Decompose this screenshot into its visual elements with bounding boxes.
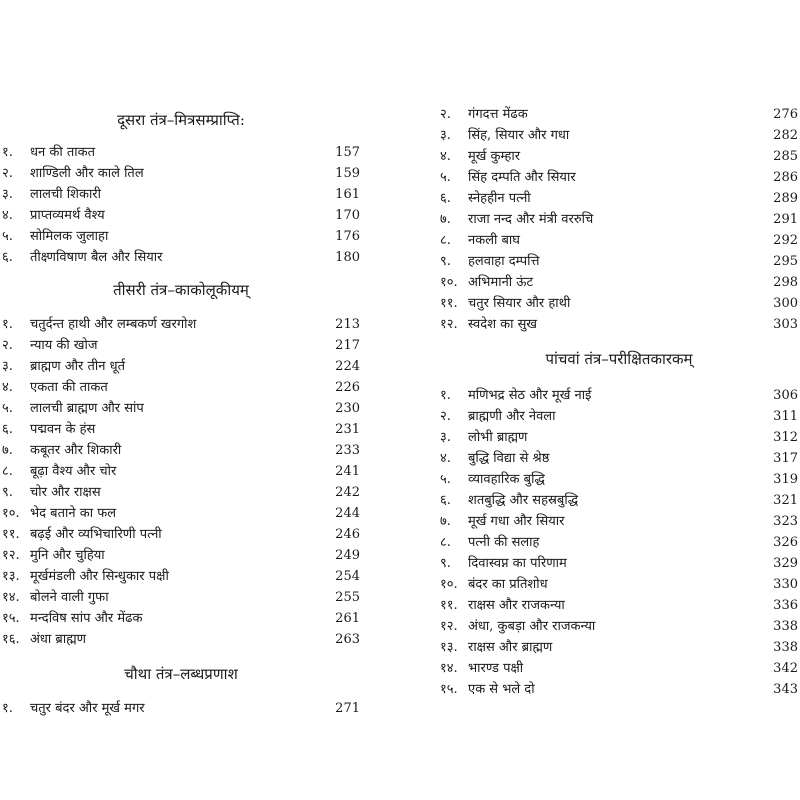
entry-number: १०. — [440, 275, 458, 290]
left-toc — [0, 110, 362, 719]
entry-title: चतुर्दन्त हाथी और लम्बकर्ण खरगोश — [30, 317, 197, 332]
toc-entry — [0, 142, 362, 163]
toc-entry — [438, 293, 800, 314]
entry-title: अभिमानी ऊंट — [468, 275, 534, 290]
entry-title: न्याय की खोज — [30, 338, 98, 353]
entry-number: ४. — [2, 380, 13, 395]
entry-title: स्नेहहीन पत्नी — [468, 191, 531, 206]
entry-page-number: 170 — [335, 208, 360, 223]
entry-title: भेद बताने का फल — [30, 506, 117, 521]
entry-title: हलवाहा दम्पत्ति — [468, 254, 540, 269]
entry-page-number: 230 — [335, 401, 360, 416]
entry-title: चतुर सियार और हाथी — [468, 296, 571, 311]
entry-page-number: 263 — [335, 632, 360, 647]
entry-page-number: 336 — [773, 598, 798, 613]
entry-title: लालची शिकारी — [30, 187, 101, 202]
entry-page-number: 338 — [773, 640, 798, 655]
entry-page-number: 231 — [335, 422, 360, 437]
entry-page-number: 312 — [773, 430, 798, 445]
toc-entry — [0, 629, 362, 650]
toc-entry — [438, 167, 800, 188]
entry-title: चतुर बंदर और मूर्ख मगर — [30, 701, 145, 716]
entry-title: शाण्डिली और काले तिल — [30, 166, 144, 181]
entry-number: ३. — [2, 187, 13, 202]
entry-number: १. — [2, 317, 13, 332]
entry-page-number: 157 — [335, 145, 360, 160]
entry-page-number: 289 — [773, 191, 798, 206]
toc-entry — [438, 146, 800, 167]
entry-title: स्वदेश का सुख — [468, 317, 538, 332]
entry-page-number: 224 — [335, 359, 360, 374]
entry-title: बुद्धि विद्या से श्रेष्ठ — [468, 451, 550, 466]
toc-entry — [0, 247, 362, 268]
entry-title: बूढ़ा वैश्य और चोर — [30, 464, 117, 479]
entry-page-number: 233 — [335, 443, 360, 458]
toc-entry — [438, 272, 800, 293]
entry-title: बोलने वाली गुफा — [30, 590, 109, 605]
entry-title: गंगदत्त मेंढक — [468, 107, 528, 122]
entry-title: व्यावहारिक बुद्धि — [468, 472, 545, 487]
entry-number: ३. — [2, 359, 13, 374]
toc-entry — [0, 163, 362, 184]
entry-title: मूर्ख गधा और सियार — [468, 514, 565, 529]
entry-page-number: 338 — [773, 619, 798, 634]
entry-page-number: 303 — [773, 317, 798, 332]
entry-title: दिवास्वप्न का परिणाम — [468, 556, 567, 571]
entry-title: बढ़ई और व्यभिचारिणी पत्नी — [30, 527, 162, 542]
toc-entry — [0, 545, 362, 566]
toc-entry — [438, 406, 800, 427]
entry-page-number: 298 — [773, 275, 798, 290]
entry-number: ३. — [440, 128, 451, 143]
entry-page-number: 329 — [773, 556, 798, 571]
toc-entry — [0, 503, 362, 524]
toc-entry — [438, 230, 800, 251]
entry-page-number: 271 — [335, 701, 360, 716]
entry-number: १४. — [440, 661, 458, 676]
entry-number: १. — [2, 701, 13, 716]
entry-title: कबूतर और शिकारी — [30, 443, 122, 458]
entry-title: बंदर का प्रतिशोध — [468, 577, 548, 592]
entry-title: एकता की ताकत — [30, 380, 108, 395]
entry-page-number: 242 — [335, 485, 360, 500]
entry-title: पत्नी की सलाह — [468, 535, 540, 550]
toc-entry — [438, 448, 800, 469]
right-column — [438, 0, 800, 700]
entry-page-number: 311 — [773, 409, 798, 424]
toc-entry — [0, 226, 362, 247]
entry-page-number: 292 — [773, 233, 798, 248]
entry-page-number: 176 — [335, 229, 360, 244]
entry-number: १५. — [2, 611, 20, 626]
entry-number: २. — [440, 409, 451, 424]
entry-page-number: 244 — [335, 506, 360, 521]
toc-entry — [438, 595, 800, 616]
section-heading: दूसरा तंत्र–मित्रसम्प्राप्ति: — [117, 111, 245, 129]
entry-number: १२. — [2, 548, 20, 563]
toc-entry — [0, 482, 362, 503]
toc-entry — [438, 616, 800, 637]
entry-number: २. — [440, 107, 451, 122]
entry-number: ५. — [440, 170, 451, 185]
toc-entry — [438, 251, 800, 272]
entry-number: ४. — [440, 149, 451, 164]
right-toc — [438, 0, 800, 700]
entry-number: २. — [2, 166, 13, 181]
entry-number: ५. — [440, 472, 451, 487]
entry-number: २. — [2, 338, 13, 353]
toc-entry — [0, 314, 362, 335]
entry-page-number: 285 — [773, 149, 798, 164]
entry-number: ५. — [2, 229, 13, 244]
toc-entry — [0, 440, 362, 461]
entry-number: ९. — [440, 254, 451, 269]
entry-page-number: 317 — [773, 451, 798, 466]
entry-page-number: 213 — [335, 317, 360, 332]
entry-number: ४. — [440, 451, 451, 466]
entry-number: ८. — [2, 464, 13, 479]
entry-page-number: 261 — [335, 611, 360, 626]
entry-title: लोभी ब्राह्मण — [468, 430, 528, 445]
entry-page-number: 249 — [335, 548, 360, 563]
entry-title: अंधा ब्राह्मण — [30, 632, 87, 647]
toc-entry — [0, 335, 362, 356]
entry-number: १. — [440, 388, 451, 403]
entry-page-number: 342 — [773, 661, 798, 676]
entry-title: राक्षस और राजकन्या — [468, 598, 565, 613]
entry-title: भारण्ड पक्षी — [468, 661, 524, 676]
entry-page-number: 161 — [335, 187, 360, 202]
toc-entry — [0, 524, 362, 545]
entry-page-number: 321 — [773, 493, 798, 508]
entry-title: मन्दविष सांप और मेंढक — [30, 611, 143, 626]
entry-page-number: 323 — [773, 514, 798, 529]
entry-number: १०. — [440, 577, 458, 592]
entry-number: १२. — [440, 317, 458, 332]
entry-page-number: 241 — [335, 464, 360, 479]
entry-page-number: 319 — [773, 472, 798, 487]
entry-number: ११. — [440, 598, 458, 613]
entry-number: १३. — [440, 640, 458, 655]
entry-title: मूर्खमंडली और सिन्धुकार पक्षी — [30, 569, 169, 584]
entry-title: ब्राह्मण और तीन धूर्त — [30, 359, 126, 374]
entry-page-number: 286 — [773, 170, 798, 185]
entry-title: सिंह दम्पति और सियार — [468, 170, 576, 185]
toc-entry — [0, 419, 362, 440]
entry-page-number: 159 — [335, 166, 360, 181]
toc-entry — [438, 679, 800, 700]
toc-entry — [438, 104, 800, 125]
toc-entry — [438, 490, 800, 511]
toc-entry — [438, 427, 800, 448]
entry-title: चोर और राक्षस — [30, 485, 101, 500]
section-heading: चौथा तंत्र–लब्धप्रणाश — [124, 665, 238, 683]
toc-entry — [0, 461, 362, 482]
entry-page-number: 255 — [335, 590, 360, 605]
toc-entry — [438, 469, 800, 490]
entry-number: ४. — [2, 208, 13, 223]
entry-number: ७. — [440, 212, 451, 227]
entry-title: ब्राह्मणी और नेवला — [468, 409, 556, 424]
entry-page-number: 180 — [335, 250, 360, 265]
entry-page-number: 326 — [773, 535, 798, 550]
toc-entry — [438, 511, 800, 532]
entry-number: १४. — [2, 590, 20, 605]
entry-number: ६. — [2, 422, 13, 437]
entry-page-number: 276 — [773, 107, 798, 122]
entry-title: शतबुद्धि और सहस्रबुद्धि — [468, 493, 579, 508]
entry-title: सोमिलक जुलाहा — [30, 229, 109, 244]
entry-number: १५. — [440, 682, 458, 697]
entry-number: १. — [2, 145, 13, 160]
toc-entry — [0, 698, 362, 719]
toc-entry — [0, 608, 362, 629]
toc-entry — [0, 377, 362, 398]
entry-number: ३. — [440, 430, 451, 445]
toc-entry — [438, 209, 800, 230]
entry-title: प्राप्तव्यमर्थ वैश्य — [30, 208, 105, 223]
entry-title: मूर्ख कुम्हार — [468, 149, 521, 164]
entry-number: १०. — [2, 506, 20, 521]
entry-page-number: 300 — [773, 296, 798, 311]
toc-entry — [438, 574, 800, 595]
entry-page-number: 226 — [335, 380, 360, 395]
toc-entry — [438, 385, 800, 406]
toc-entry — [438, 125, 800, 146]
entry-page-number: 330 — [773, 577, 798, 592]
section-heading: तीसरी तंत्र–काकोलूकीयम् — [113, 281, 249, 299]
entry-title: नकली बाघ — [468, 233, 520, 248]
entry-page-number: 291 — [773, 212, 798, 227]
entry-number: ६. — [440, 493, 451, 508]
entry-title: सिंह, सियार और गधा — [468, 128, 570, 143]
entry-title: मुनि और चुहिया — [30, 548, 105, 563]
entry-title: राक्षस और ब्राह्मण — [468, 640, 553, 655]
toc-entry — [0, 356, 362, 377]
entry-number: १२. — [440, 619, 458, 634]
toc-entry — [0, 205, 362, 226]
entry-number: ७. — [440, 514, 451, 529]
entry-page-number: 306 — [773, 388, 798, 403]
section-heading: पांचवां तंत्र–परीक्षितकारकम् — [545, 350, 693, 368]
entry-page-number: 295 — [773, 254, 798, 269]
entry-title: अंधा, कुबड़ा और राजकन्या — [468, 619, 596, 634]
toc-entry — [438, 637, 800, 658]
left-column — [0, 0, 362, 719]
entry-number: ६. — [2, 250, 13, 265]
toc-entry — [438, 658, 800, 679]
entry-title: तीक्ष्णविषाण बैल और सियार — [30, 250, 163, 265]
entry-title: मणिभद्र सेठ और मूर्ख नाई — [468, 388, 592, 403]
entry-number: ११. — [440, 296, 458, 311]
entry-number: ८. — [440, 233, 451, 248]
entry-number: ८. — [440, 535, 451, 550]
entry-number: १६. — [2, 632, 20, 647]
entry-number: ९. — [440, 556, 451, 571]
entry-page-number: 343 — [773, 682, 798, 697]
entry-page-number: 246 — [335, 527, 360, 542]
entry-number: ६. — [440, 191, 451, 206]
entry-title: धन की ताकत — [30, 145, 95, 160]
toc-entry — [438, 314, 800, 335]
entry-title: राजा नन्द और मंत्री वररुचि — [468, 212, 594, 227]
entry-page-number: 254 — [335, 569, 360, 584]
entry-title: पद्मवन के हंस — [30, 422, 96, 437]
toc-entry — [0, 184, 362, 205]
toc-entry — [0, 566, 362, 587]
entry-title: एक से भले दो — [468, 682, 535, 697]
toc-entry — [0, 587, 362, 608]
entry-page-number: 217 — [335, 338, 360, 353]
entry-number: ५. — [2, 401, 13, 416]
entry-number: १३. — [2, 569, 20, 584]
toc-entry — [0, 398, 362, 419]
entry-number: ११. — [2, 527, 20, 542]
entry-page-number: 282 — [773, 128, 798, 143]
toc-entry — [438, 532, 800, 553]
entry-title: लालची ब्राह्मण और सांप — [30, 401, 144, 416]
entry-number: ९. — [2, 485, 13, 500]
entry-number: ७. — [2, 443, 13, 458]
toc-entry — [438, 553, 800, 574]
toc-entry — [438, 188, 800, 209]
